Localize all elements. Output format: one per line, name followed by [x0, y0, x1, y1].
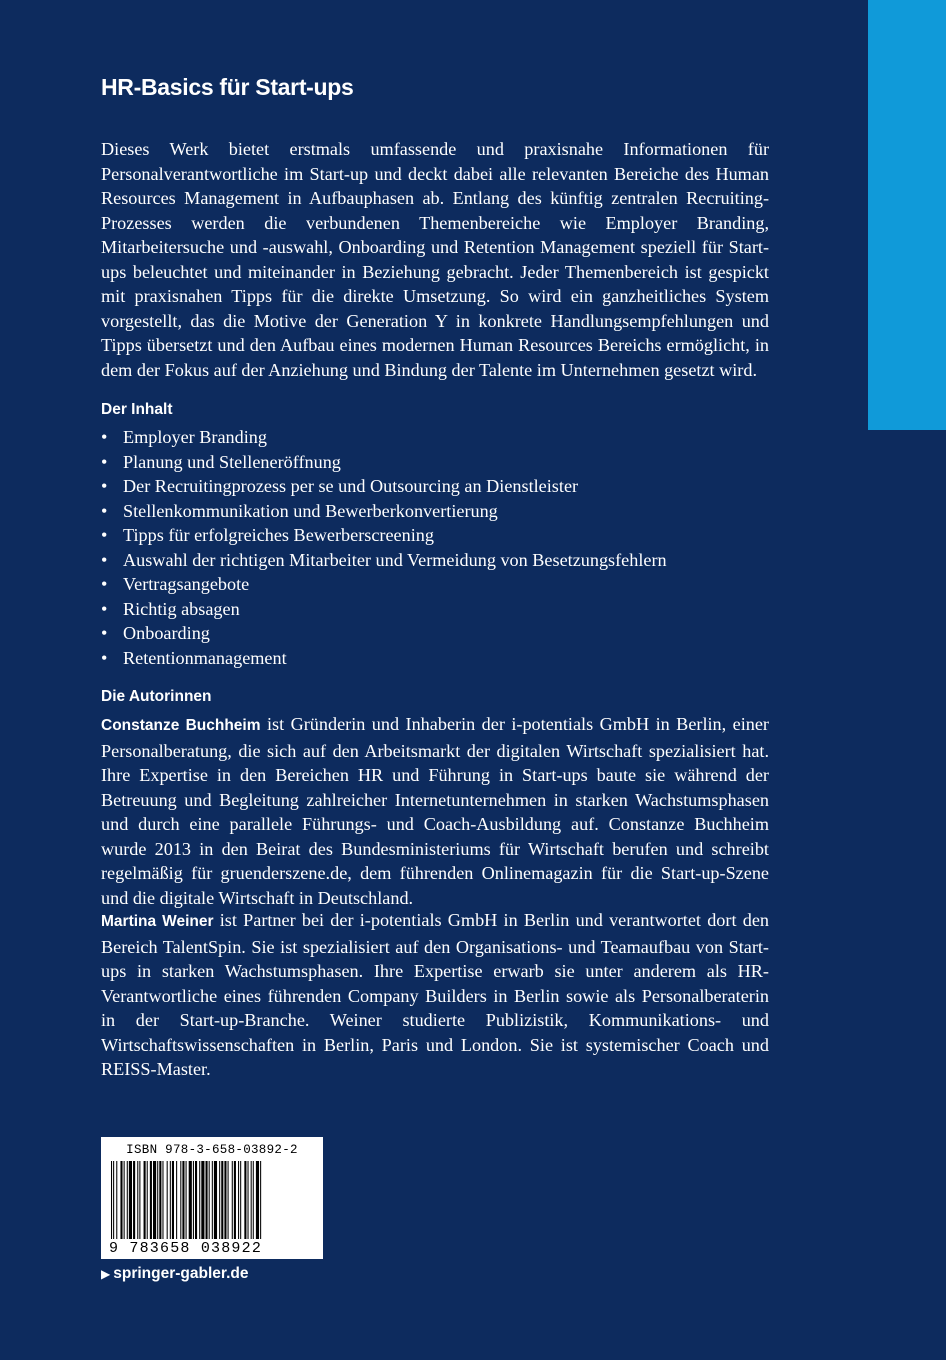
bullet-icon: • [101, 476, 108, 496]
authors-heading: Die Autorinnen [101, 688, 212, 705]
list-item: • Der Recruitingprozess per se und Outsourcing an Dienstleister [101, 474, 667, 499]
contents-list [101, 425, 667, 670]
author-bio-weiner [101, 908, 769, 1082]
author-bio-text: ist Partner bei der i-potentials GmbH in Berlin und verantwortet dort den Bereich TalentSpin. Sie ist spezialisiert auf den Organisations- und Teamaufbau von Start-ups in starken Wachstumsphasen. Ihre Expertise erwarb sie unter anderem als HR-Verantwortliche eines führenden Company Builders in Berlin sowie als Personalberaterin in der Start-up-Branche. Weiner studierte Publizistik, Kommunikations- und Wirtschaftswissenschaften in Berlin, Paris und London. Sie ist systemischer Coach und REISS-Master. [101, 910, 769, 1079]
list-item: • Stellenkommunikation und Bewerberkonvertierung [101, 499, 667, 524]
list-item: • Vertragsangebote [101, 572, 667, 597]
accent-bar [868, 0, 946, 430]
author-bio-text: ist Gründerin und Inhaberin der i-potentials GmbH in Berlin, einer Personalberatung, die sich auf den Arbeitsmarkt der digitalen Wirtschaft spezialisiert hat. Ihre Expertise in den Bereichen HR und Führung in Start-ups baute sie während der Betreuung und Begleitung zahlreicher Internetunternehmen in starken Wachstumsphasen und durch eine parallele Führungs- und Coach-Ausbildung auf. Constanze Buchheim wurde 2013 in den Beirat des Bundesministeriums für Wirtschaft berufen und schreibt regelmäßig für gruenderszene.de, dem führenden Onlinemagazin für die Start-up-Szene und die digitale Wirtschaft in Deutschland. [101, 714, 769, 908]
author-name: Martina Weiner [101, 913, 214, 930]
bullet-icon: • [101, 623, 108, 643]
list-item: • Retentionmanagement [101, 646, 667, 671]
list-item: • Auswahl der richtigen Mitarbeiter und Vermeidung von Besetzungsfehlern [101, 548, 667, 573]
bullet-icon: • [101, 549, 108, 570]
list-item: • Onboarding [101, 621, 667, 646]
isbn-digits: 9 783658 038922 [109, 1240, 317, 1257]
bullet-icon: • [101, 427, 108, 447]
author-name: Constanze Buchheim [101, 717, 261, 734]
list-item: • Richtig absagen [101, 597, 667, 622]
bullet-icon: • [101, 525, 108, 545]
author-bio-buchheim [101, 712, 769, 910]
barcode-icon [109, 1161, 315, 1239]
list-item: • Tipps für erfolgreiches Bewerberscreening [101, 523, 667, 548]
bullet-icon: • [101, 598, 108, 619]
bullet-icon: • [101, 647, 108, 668]
isbn-barcode-box [101, 1137, 323, 1259]
arrow-right-icon: ▶ [101, 1267, 111, 1281]
isbn-label: ISBN 978-3-658-03892-2 [126, 1143, 298, 1157]
intro-paragraph: Dieses Werk bietet erstmals umfassende und praxisnahe Informationen für Personalverantwortliche im Start-up und deckt dabei alle relevanten Bereiche des Human Resources Management in Aufbauphasen ab. Entlang des künftig zentralen Recruiting-Prozesses werden die verbundenen Themenbereiche wie Employer Branding, Mitarbeitersuche und -auswahl, Onboarding und Retention Management speziell für Start-ups beleuchtet und miteinander in Beziehung gebracht. Jeder Themenbereich ist gespickt mit praxisnahen Tipps für die direkte Umsetzung. So wird ein ganzheitliches System vorgestellt, das die Motive der Generation Y in konkrete Handlungsempfehlungen und Tipps übersetzt und den Aufbau eines modernen Human Resources Bereichs ermöglicht, in dem der Fokus auf der Anziehung und Bindung der Talente im Unternehmen gesetzt wird. [101, 139, 769, 380]
bullet-icon: • [101, 574, 108, 594]
list-item: • Planung und Stelleneröffnung [101, 450, 667, 475]
list-item: • Employer Branding [101, 425, 667, 450]
book-title: HR-Basics für Start-ups [101, 74, 354, 100]
website-link[interactable] [101, 1265, 248, 1283]
bullet-icon: • [101, 451, 108, 472]
contents-heading: Der Inhalt [101, 401, 173, 418]
bullet-icon: • [101, 500, 108, 521]
website-text: springer-gabler.de [113, 1265, 249, 1282]
